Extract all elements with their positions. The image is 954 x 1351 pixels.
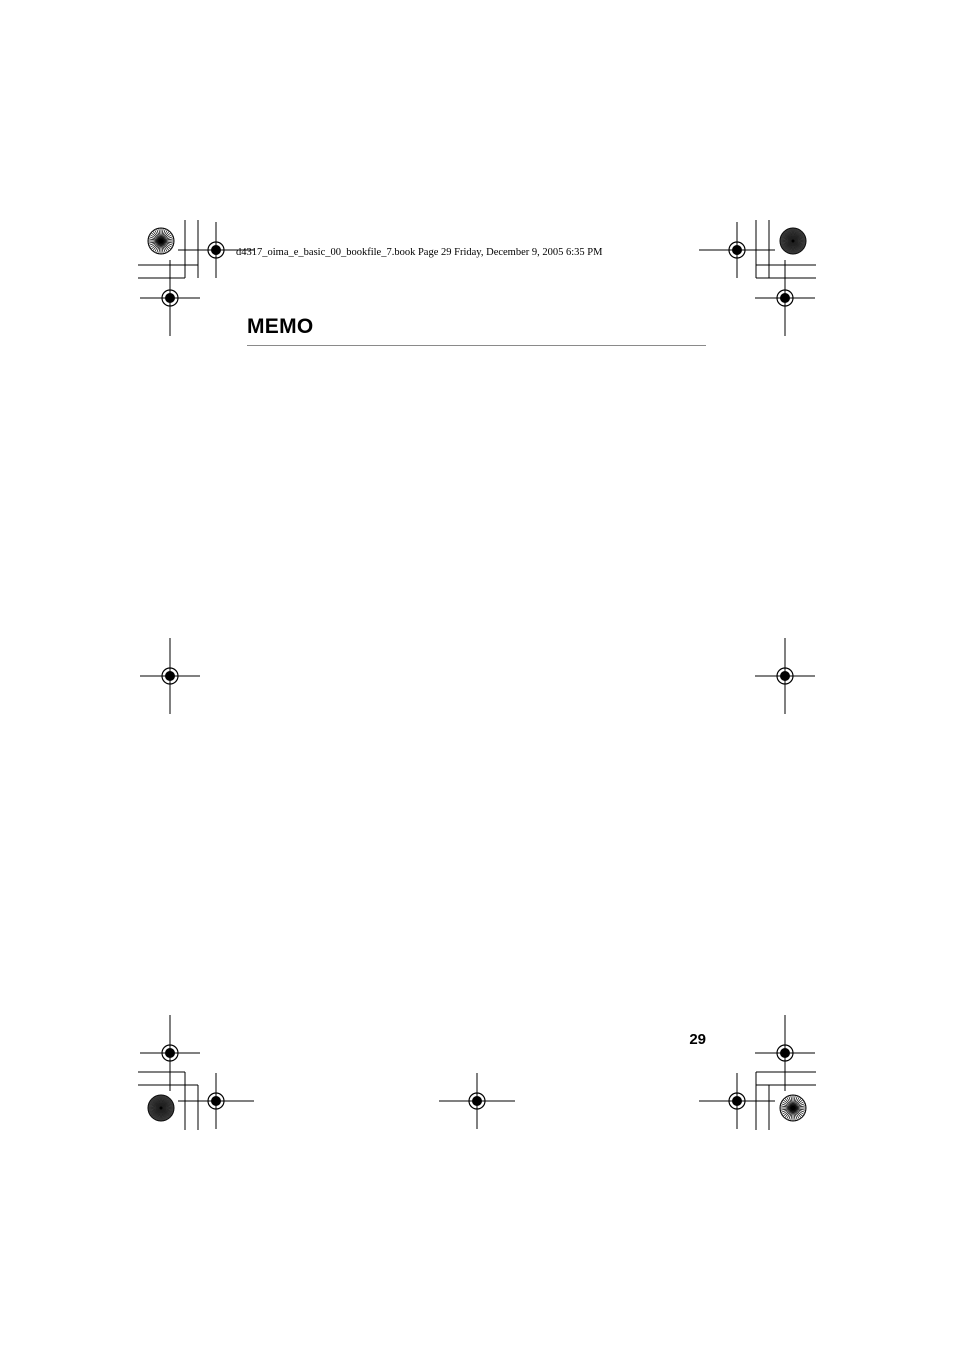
registration-target-icon <box>755 260 815 336</box>
registration-target-icon <box>755 638 815 714</box>
starburst-icon <box>780 1095 806 1121</box>
registration-target-icon <box>699 1073 775 1129</box>
starburst-icon <box>148 1095 174 1121</box>
title-underline <box>247 345 706 346</box>
registration-target-icon <box>755 1015 815 1091</box>
registration-target-icon <box>178 1073 254 1129</box>
page-title: MEMO <box>247 315 314 338</box>
registration-target-icon <box>439 1073 515 1129</box>
registration-target-icon <box>140 1015 200 1091</box>
registration-target-icon <box>140 260 200 336</box>
crop-marks <box>138 220 816 1130</box>
page-number: 29 <box>689 1031 706 1048</box>
starburst-icon <box>148 228 174 254</box>
starburst-icon <box>780 228 806 254</box>
registration-target-icon <box>699 222 775 278</box>
print-header-text: d4317_oima_e_basic_00_bookfile_7.book Page 29 Friday, December 9, 2005 6:35 PM <box>236 247 603 258</box>
registration-marks <box>140 222 815 1129</box>
starburst-marks <box>148 228 806 1121</box>
registration-target-icon <box>140 638 200 714</box>
